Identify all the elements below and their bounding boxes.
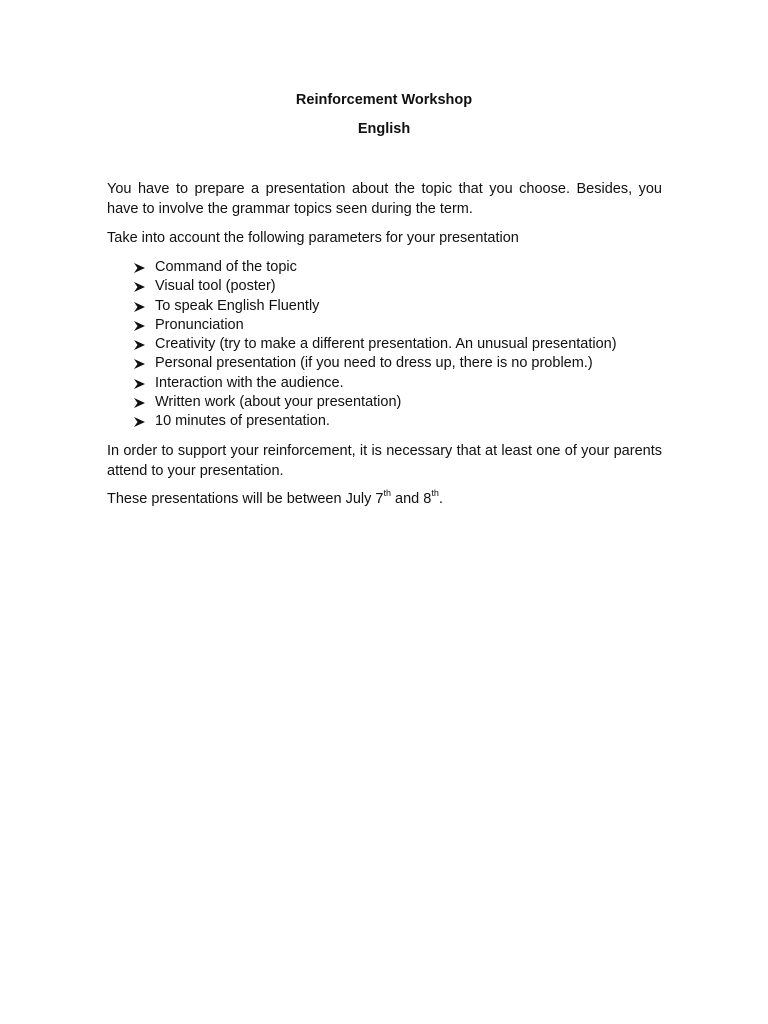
arrowhead-bullet-icon: [134, 282, 145, 292]
list-item-text: Pronunciation: [155, 316, 244, 333]
list-item: [134, 335, 674, 354]
list-item-text: Personal presentation (if you need to dress up, there is no problem.): [155, 355, 593, 372]
list-item: [134, 297, 674, 316]
list-item: [134, 393, 674, 412]
list-item-text: Creativity (try to make a different presentation. An unusual presentation): [155, 336, 617, 353]
arrowhead-bullet-icon: [134, 340, 145, 350]
document-subject: English: [357, 121, 411, 137]
arrowhead-bullet-icon: [134, 398, 145, 408]
arrowhead-bullet-icon: [134, 417, 145, 427]
list-item-text: Visual tool (poster): [155, 278, 276, 295]
list-item: [134, 316, 674, 335]
support-paragraph: In order to support your reinforcement, it is necessary that at least one of your parents attend to your presentation.: [107, 443, 662, 479]
dates-text-suffix: .: [438, 491, 443, 507]
list-item: [134, 277, 674, 296]
list-item: [134, 354, 674, 373]
list-item: [134, 412, 674, 431]
dates-text-prefix: These presentations will be between July 7: [107, 491, 384, 507]
parameters-list: [134, 258, 674, 432]
intro-paragraph: You have to prepare a presentation about the topic that you choose. Besides, you have to involve the grammar topics seen during the term.: [107, 181, 662, 217]
arrowhead-bullet-icon: [134, 302, 145, 312]
list-item-text: 10 minutes of presentation.: [155, 413, 330, 430]
arrowhead-bullet-icon: [134, 379, 145, 389]
list-item-text: Command of the topic: [155, 259, 297, 275]
dates-text-middle: and 8: [390, 491, 432, 507]
list-item-text: Written work (about your presentation): [155, 394, 402, 411]
document-title: Reinforcement Workshop: [295, 92, 473, 108]
list-item-text: To speak English Fluently: [155, 297, 320, 314]
list-item: [134, 258, 674, 277]
arrowhead-bullet-icon: [134, 359, 145, 369]
list-item-text: Interaction with the audience.: [155, 374, 344, 391]
ordinal-suffix: th: [383, 488, 391, 499]
arrowhead-bullet-icon: [134, 321, 145, 331]
parameters-intro: Take into account the following parameters for your presentation: [107, 230, 519, 246]
dates-paragraph: [107, 490, 662, 510]
arrowhead-bullet-icon: [134, 263, 145, 273]
ordinal-suffix: th: [431, 488, 439, 499]
list-item: [134, 374, 674, 393]
